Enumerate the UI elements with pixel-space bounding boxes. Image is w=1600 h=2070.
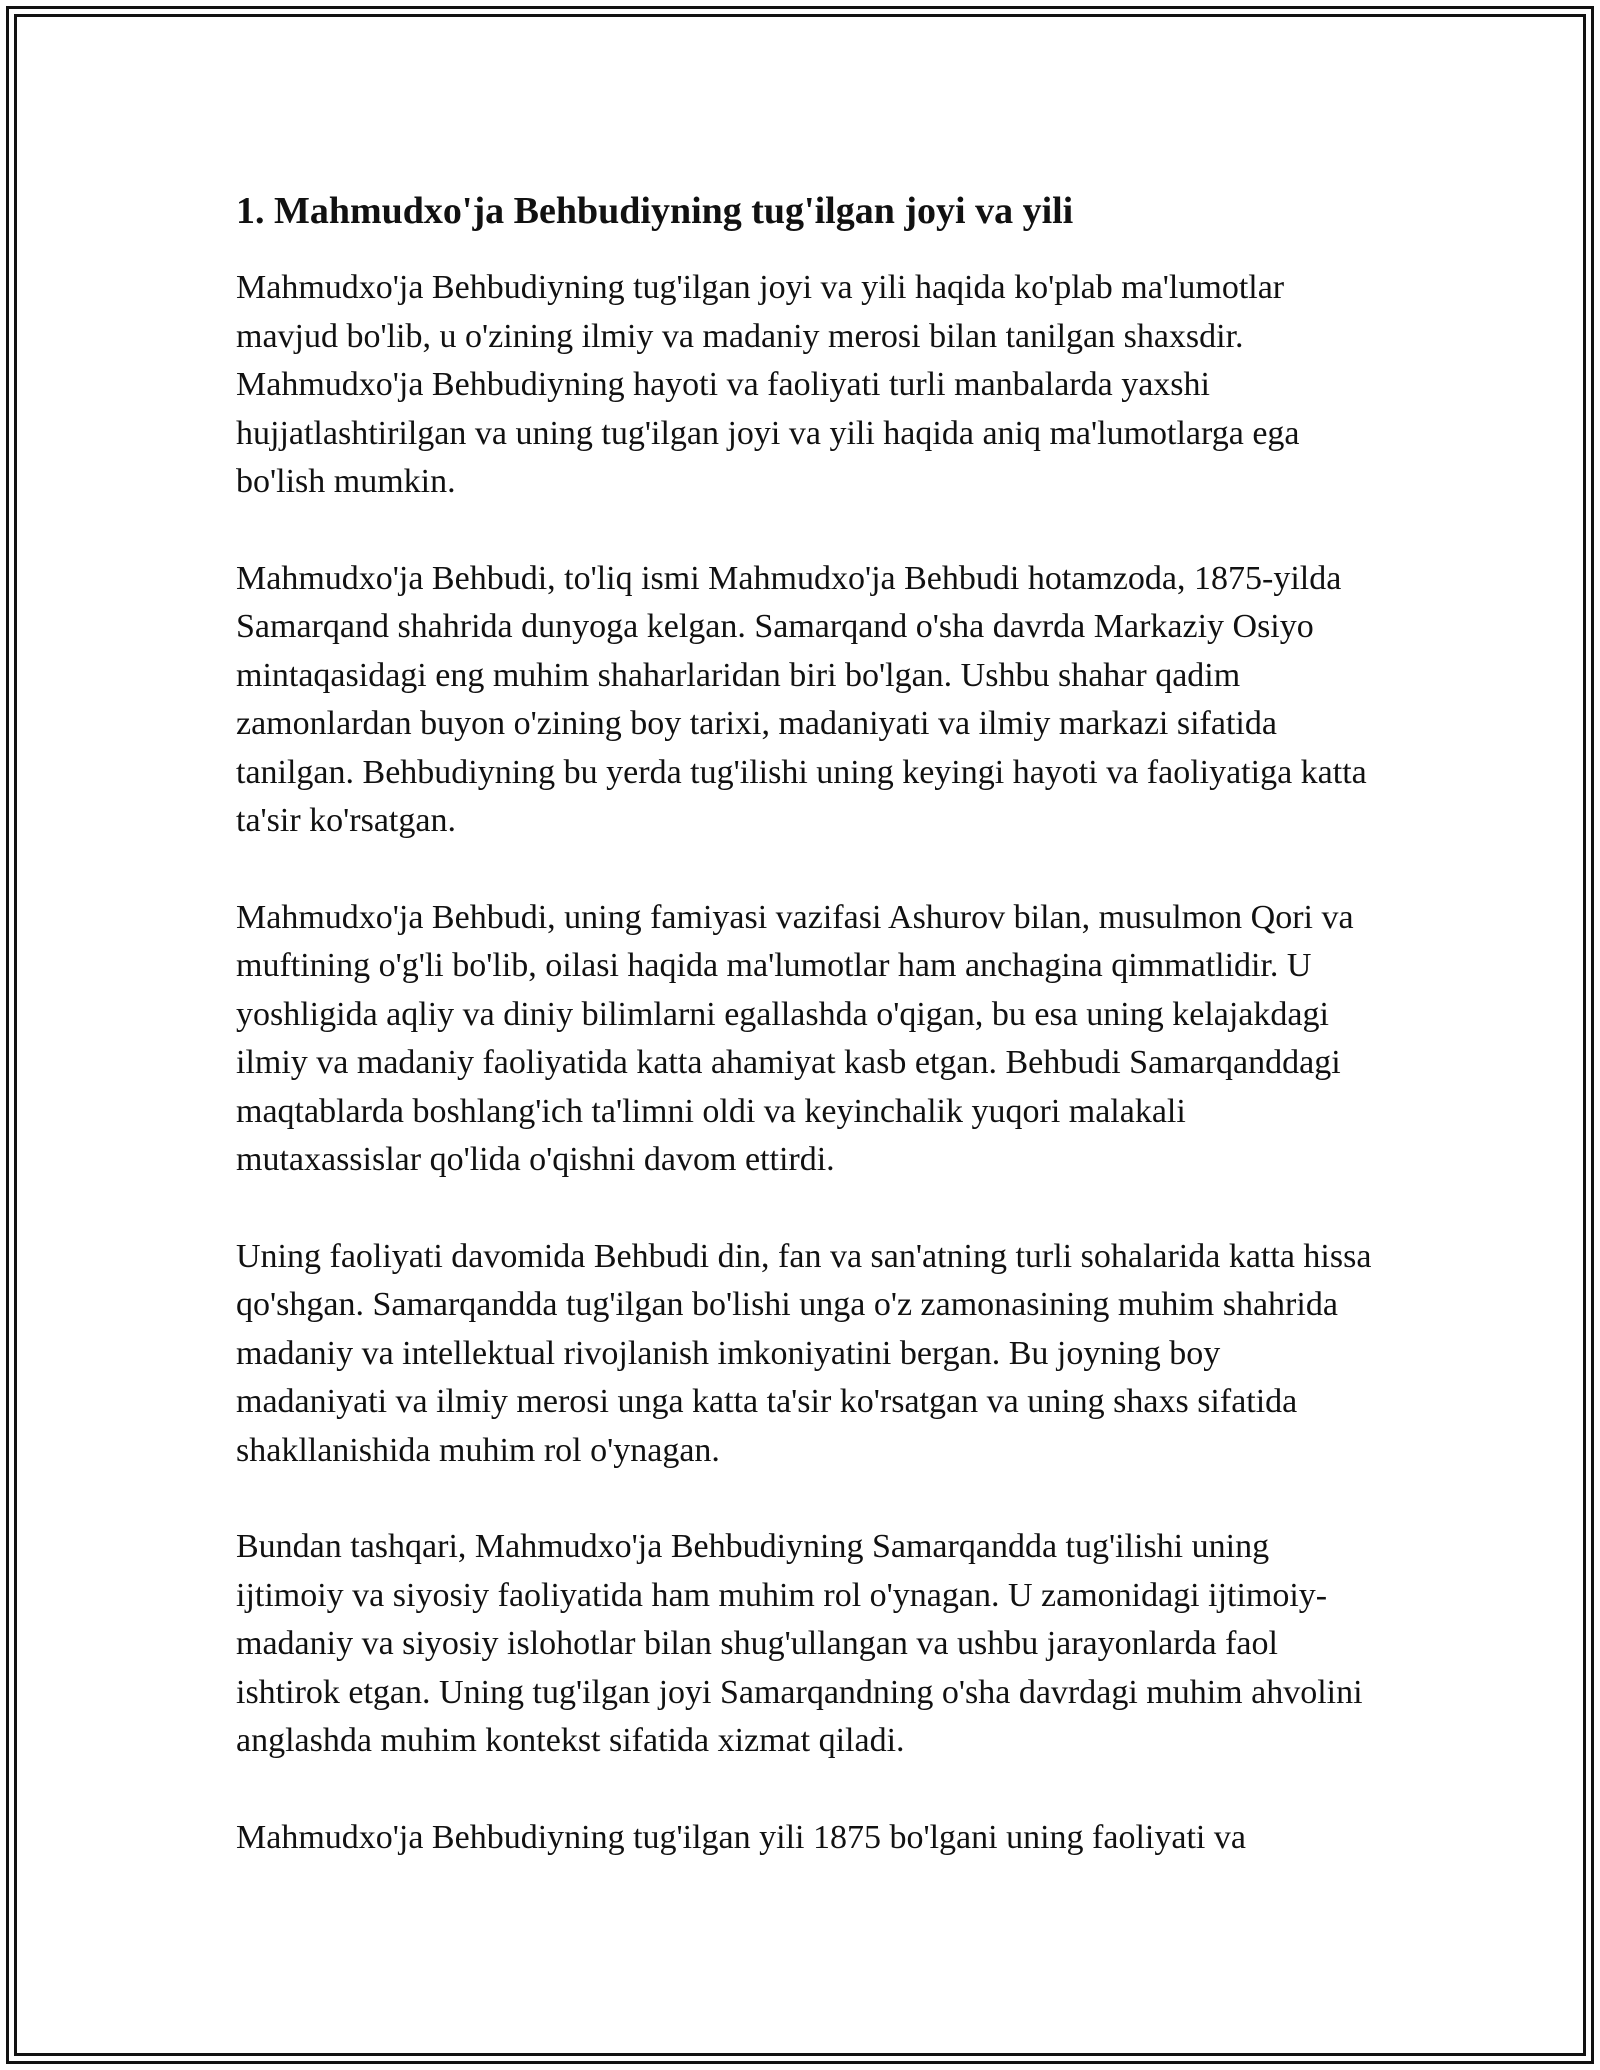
section-heading: 1. Mahmudxo'ja Behbudiyning tug'ilgan joyi va yili xyxy=(236,190,1074,232)
paragraph-6: Mahmudxo'ja Behbudiyning tug'ilgan yili 1875 bo'lgani uning faoliyati va xyxy=(236,1818,1246,1856)
document-body xyxy=(236,186,1376,1910)
paragraph-2: Mahmudxo'ja Behbudi, to'liq ismi Mahmudxo'ja Behbudi hotamzoda, 1875-yilda Samarqand shahrida dunyoga kelgan. Samarqand o'sha davrda Markaziy Osiyo mintaqasidagi eng muhim shaharlaridan biri bo'lgan. Ushbu shahar qadim zamonlardan buyon o'zining boy tarixi, madaniyati va ilmiy markazi sifatida tanilgan. Behbudiyning bu yerda tug'ilishi uning keyingi hayoti va faoliyatiga katta ta'sir ko'rsatgan. xyxy=(236,559,1367,839)
paragraph-4: Uning faoliyati davomida Behbudi din, fan va san'atning turli sohalarida katta hissa qo'shgan. Samarqandda tug'ilgan bo'lishi unga o'z zamonasining muhim shahrida madaniy va intellektual rivojlanish imkoniyatini bergan. Bu joyning boy madaniyati va ilmiy merosi unga katta ta'sir ko'rsatgan va uning shaxs sifatida shakllanishida muhim rol o'ynagan. xyxy=(236,1237,1372,1469)
paragraph-1: Mahmudxo'ja Behbudiyning tug'ilgan joyi va yili haqida ko'plab ma'lumotlar mavjud bo'lib, u o'zining ilmiy va madaniy merosi bilan tanilgan shaxsdir. Mahmudxo'ja Behbudiyning hayoti va faoliyati turli manbalarda yaxshi hujjatlashtirilgan va uning tug'ilgan joyi va yili haqida aniq ma'lumotlarga ega bo'lish mumkin. xyxy=(236,269,1300,500)
paragraph-5: Bundan tashqari, Mahmudxo'ja Behbudiyning Samarqandda tug'ilishi uning ijtimoiy va siyosiy faoliyatida ham muhim rol o'ynagan. U zamonidagi ijtimoiy-madaniy va siyosiy islohotlar bilan shug'ullangan va ushbu jarayonlarda faol ishtirok etgan. Uning tug'ilgan joyi Samarqandning o'sha davrdagi muhim ahvolini anglashda muhim kontekst sifatida xizmat qiladi. xyxy=(236,1528,1363,1759)
paragraph-3: Mahmudxo'ja Behbudi, uning famiyasi vazifasi Ashurov bilan, musulmon Qori va muftining o'g'li bo'lib, oilasi haqida ma'lumotlar ham anchagina qimmatlidir. U yoshligida aqliy va diniy bilimlarni egallashda o'qigan, bu esa uning kelajakdagi ilmiy va madaniy faoliyatida katta ahamiyat kasb etgan. Behbudi Samarqanddagi maqtablarda boshlang'ich ta'limni oldi va keyinchalik yuqori malakali mutaxassislar qo'lida o'qishni davom ettirdi. xyxy=(236,898,1354,1178)
